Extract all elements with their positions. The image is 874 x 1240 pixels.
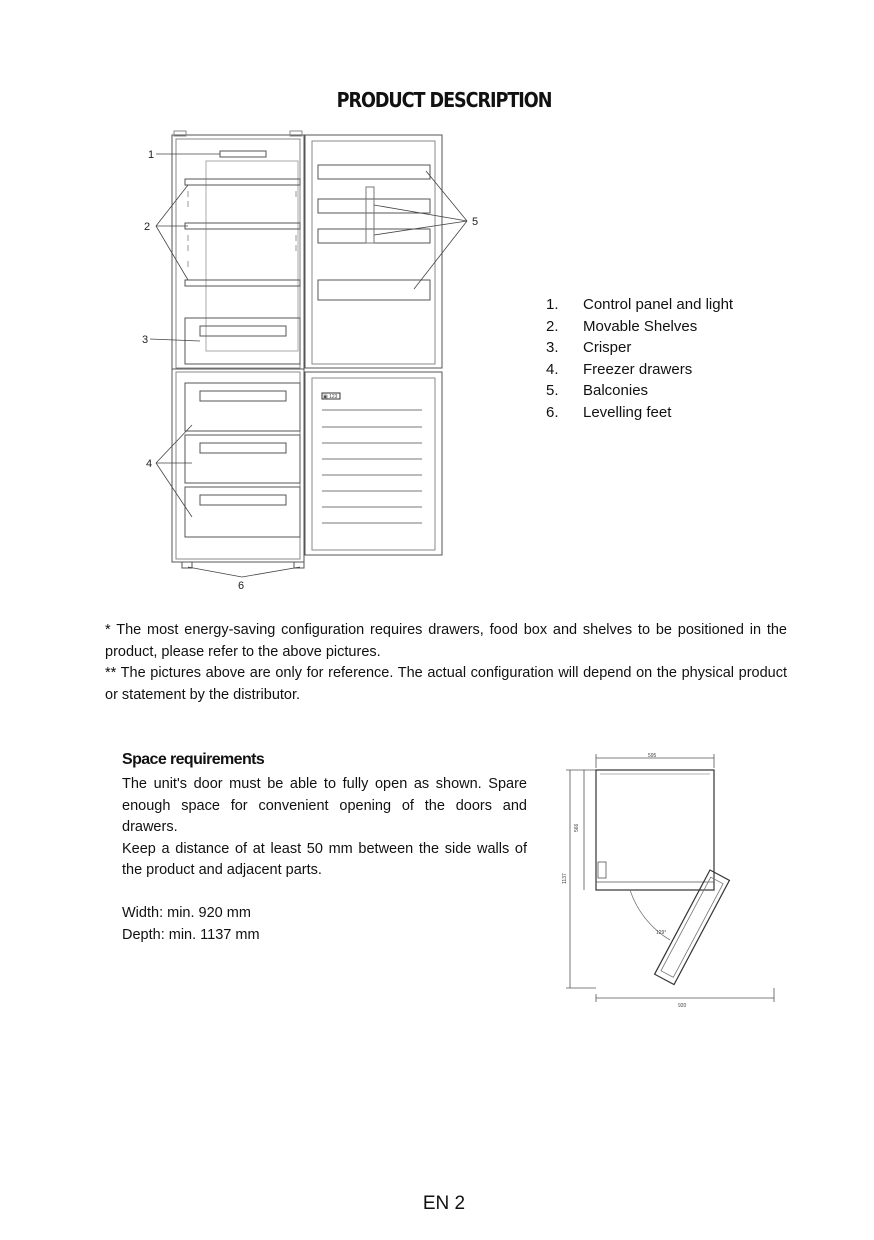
freezer-door-label: ▣ 123 (323, 394, 338, 400)
space-requirements-heading: Space requirements (122, 751, 265, 768)
space-requirements-text (122, 774, 527, 882)
dim-top: 595 (648, 753, 657, 759)
callout-1: 1 (148, 149, 155, 161)
callout-6: 6 (238, 580, 245, 592)
width-spec: Width: min. 920 mm (122, 905, 251, 921)
legend-item: 6. Levelling feet (546, 403, 672, 421)
dim-depth-body: 566 (574, 823, 580, 832)
page-title: PRODUCT DESCRIPTION (336, 88, 552, 112)
legend-item: 3. Crisper (546, 339, 632, 356)
door-clearance-diagram (560, 750, 790, 1010)
callout-4: 4 (146, 458, 153, 470)
callout-2: 2 (144, 221, 151, 233)
space-paragraph-2: Keep a distance of at least 50 mm between the side walls of the product and adjacent parts. (122, 840, 527, 878)
legend-item: 5. Balconies (546, 382, 649, 399)
legend-item: 2. Movable Shelves (546, 317, 698, 335)
space-paragraph-1: The unit's door must be able to fully open as shown. Spare enough space for convenient opening of the doors and drawers. (122, 776, 527, 835)
reference-note: ** The pictures above are only for reference. The actual configuration will depend on the physical product or statement by the distributor. (105, 665, 787, 703)
legend-item: 4. Freezer drawers (546, 360, 693, 378)
energy-note: * The most energy-saving configuration requires drawers, food box and shelves to be positioned in the product, please refer to the above pictures. (105, 622, 787, 660)
fridge-diagram (130, 125, 490, 595)
page-number: EN 2 (422, 1193, 466, 1214)
callout-3: 3 (142, 334, 149, 346)
door-angle: 129° (656, 930, 667, 936)
depth-spec: Depth: min. 1137 mm (122, 927, 260, 943)
dim-total-depth: 1137 (562, 873, 568, 884)
callout-5: 5 (472, 216, 479, 228)
legend-item: 1. Control panel and light (546, 296, 734, 313)
component-legend (546, 294, 733, 423)
dim-width: 920 (678, 1003, 687, 1009)
